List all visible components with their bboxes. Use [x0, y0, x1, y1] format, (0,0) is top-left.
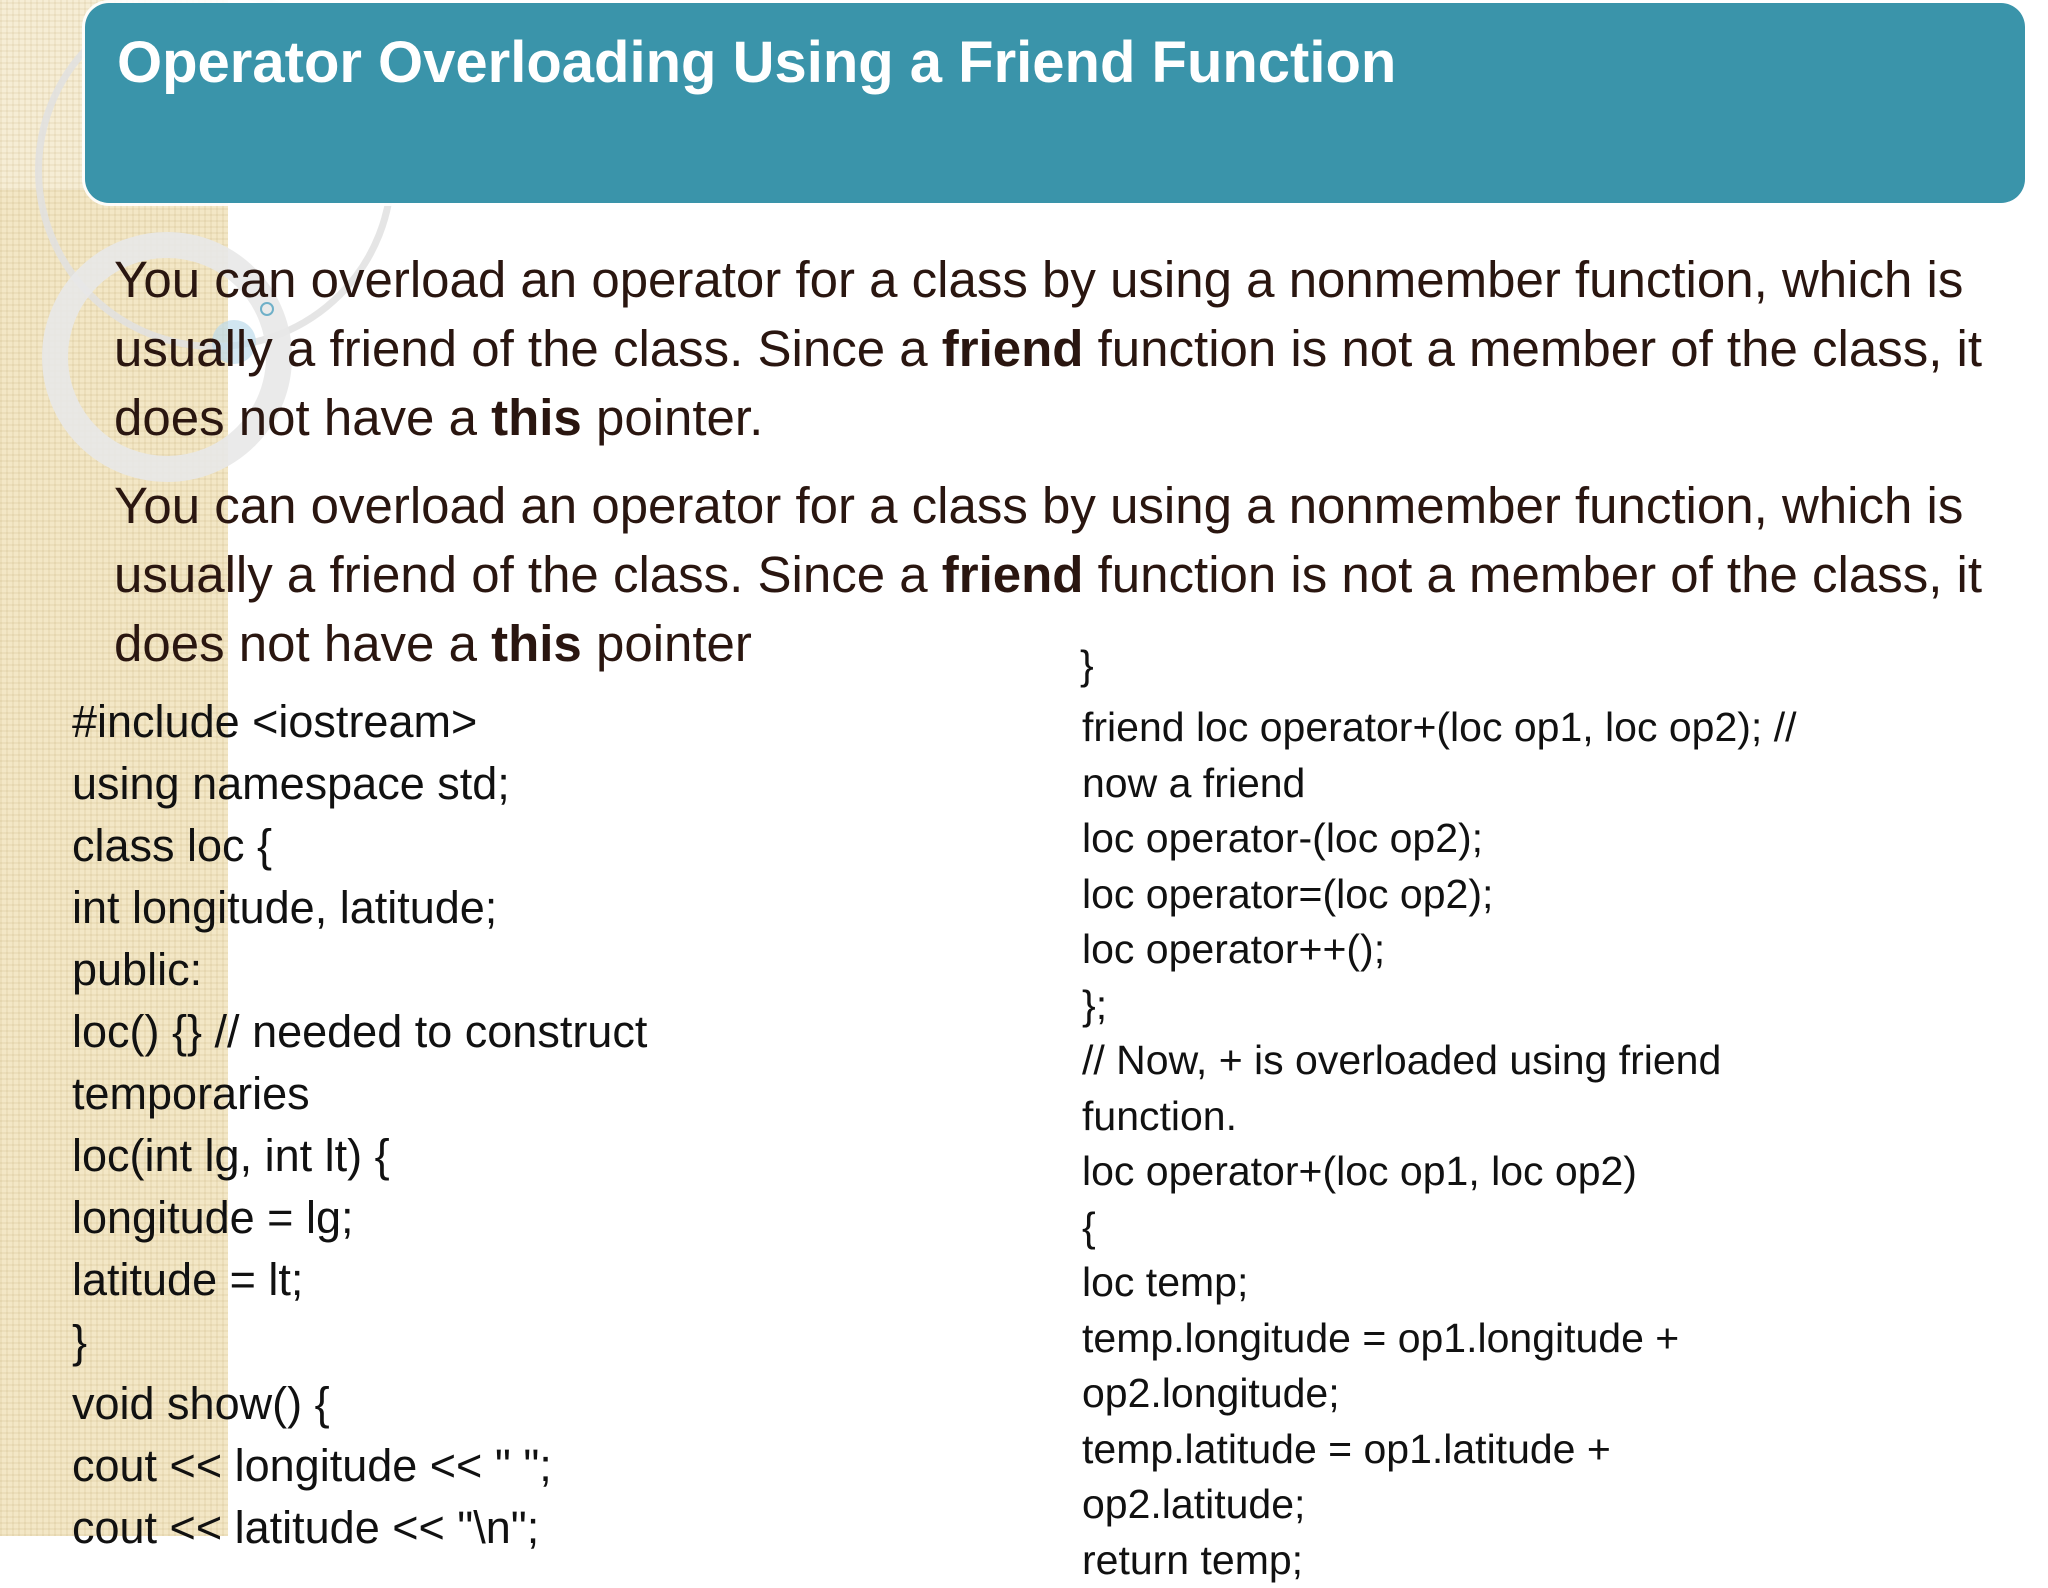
code-line: longitude = lg; [72, 1187, 647, 1249]
code-line: temporaries [72, 1063, 647, 1125]
paragraph-1-bold-friend: friend [942, 320, 1084, 377]
code-line: // Now, + is overloaded using friend [1082, 1033, 1796, 1089]
paragraph-1-text-b: function is not a member of the class, it does not have a [114, 320, 1982, 446]
code-line: loc operator=(loc op2); [1082, 867, 1796, 923]
paragraph-2 [114, 471, 2014, 678]
paragraph-2-bold-friend: friend [942, 546, 1084, 603]
code-line: #include <iostream> [72, 691, 647, 753]
code-line: loc operator+(loc op1, loc op2) [1082, 1144, 1796, 1200]
title-bar [85, 3, 2025, 203]
code-line: public: [72, 939, 647, 1001]
code-line: cout << longitude << " "; [72, 1435, 647, 1497]
code-line: function. [1082, 1089, 1796, 1145]
code-line: } [72, 1311, 647, 1373]
paragraph-1-bold-this: this [491, 389, 582, 446]
paragraph-1 [114, 245, 2014, 452]
paragraph-2-text-b: function is not a member of the class, it does not have a [114, 546, 1982, 672]
code-line: return temp; [1082, 1533, 1796, 1588]
paragraph-2-bold-this: this [491, 615, 582, 672]
code-line: loc temp; [1082, 1255, 1796, 1311]
code-line: temp.latitude = op1.latitude + [1082, 1422, 1796, 1478]
code-line: cout << latitude << "\n"; [72, 1497, 647, 1559]
code-line: temp.longitude = op1.longitude + [1082, 1311, 1796, 1367]
paragraph-2-text-c: pointer [582, 615, 752, 672]
code-listing-left [72, 691, 647, 1559]
slide-title: Operator Overloading Using a Friend Function [117, 29, 1396, 96]
code-line: { [1082, 1200, 1796, 1256]
code-line: int longitude, latitude; [72, 877, 647, 939]
code-line: loc(int lg, int lt) { [72, 1125, 647, 1187]
code-listing-right [1082, 700, 1796, 1588]
code-line: friend loc operator+(loc op1, loc op2); // [1082, 700, 1796, 756]
stray-closing-brace: } [1080, 642, 1094, 689]
code-line: loc() {} // needed to construct [72, 1001, 647, 1063]
code-line: class loc { [72, 815, 647, 877]
code-line: op2.longitude; [1082, 1366, 1796, 1422]
code-line: }; [1082, 978, 1796, 1034]
paragraph-1-text-a: You can overload an operator for a class by using a nonmember function, which is usually a friend of the class. Since a [114, 251, 1963, 377]
code-line: loc operator-(loc op2); [1082, 811, 1796, 867]
code-line: now a friend [1082, 756, 1796, 812]
code-line: op2.latitude; [1082, 1477, 1796, 1533]
code-line: loc operator++(); [1082, 922, 1796, 978]
code-line: using namespace std; [72, 753, 647, 815]
paragraph-2-text-a: You can overload an operator for a class by using a nonmember function, which is usually a friend of the class. Since a [114, 477, 1963, 603]
code-line: void show() { [72, 1373, 647, 1435]
paragraph-1-text-c: pointer. [582, 389, 763, 446]
code-line: latitude = lt; [72, 1249, 647, 1311]
